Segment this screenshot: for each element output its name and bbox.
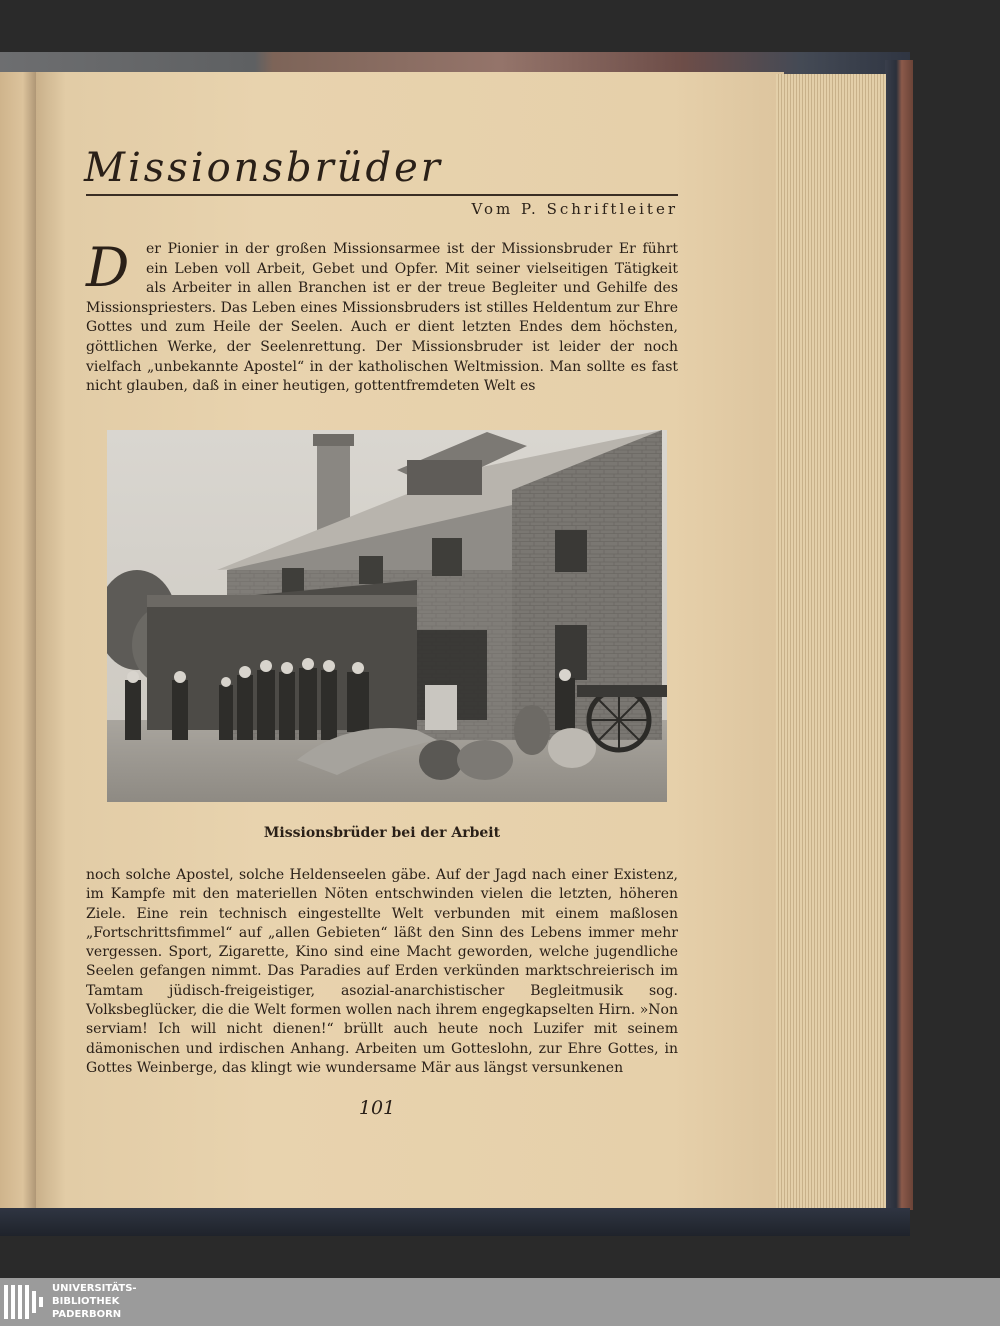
library-name xyxy=(52,1282,252,1321)
article-author: Vom P. Schriftleiter xyxy=(471,200,678,218)
intro-text: er Pionier in der großen Missionsarmee ist der Missionsbruder Er führt ein Leben voll Arbeit, Gebet und Opfer. Mit seiner vielseitigen Tätigkeit als Arbeiter in allen Branchen ist er der treue Begleiter und Gehilfe des Missionspriesters. Das Leben eines Missionsbruders ist stilles Heldentum zur Ehre Gottes und zum Heile der Seelen. Auch er dient letzten Endes dem höchsten, göttlichen Werke, der Seelenrettung. Der Missionsbruder ist leider der noch vielfach „unbekannte Apostel“ in der katholischen Weltmission. Man sollte es fast nicht glauben, daß in einer heutigen, gottentfremdeten Welt es xyxy=(86,241,678,395)
photo-caption: Missionsbrüder bei der Arbeit xyxy=(263,825,501,841)
page-edges xyxy=(776,74,886,1210)
book-cover-bottom-edge xyxy=(0,1208,910,1236)
article-title-text: Missionsbrüder xyxy=(84,145,443,191)
facing-page-sliver xyxy=(0,72,38,1212)
library-name-line-3: PADERBORN xyxy=(52,1309,122,1320)
university-library-logo-icon xyxy=(4,1283,44,1319)
body-paragraph: noch solche Apostel, solche Heldenseelen gäbe. Auf der Jagd nach einer Existenz, im Kampfe mit den materiellen Nöten entschwinden vielen die letzten, höheren Ziele. Eine rein technisch eingestellte Welt verbunden mit einem maßlosen „Fortschrittsfimmel“ auf „allen Gebieten“ läßt den Sinn des Lebens immer mehr vergessen. Sport, Zigarette, Kino sind eine Macht geworden, welche jugendliche Seelen gefangen nimmt. Das Paradies auf Erden verkünden marktschreierisch im Tamtam jüdisch-freigeistiger, asozial-anarchistischer Begleitmusik sog. Volksbeglücker, die die Welt formen wollen nach ihrem engegkapselten Hirn. »Non serviam! Ich will nicht dienen!“ brüllt auch heute noch Luzifer mit seinem dämonischen und irdischen Anhang. Arbeiten um Gotteslohn, zur Ehre Gottes, in Gottes Weinberge, das klingt wie wundersame Mär aus längst versunkenen xyxy=(86,867,678,1076)
photo-missionary-building xyxy=(107,430,667,802)
library-name-line-1: UNIVERSITÄTS- xyxy=(52,1283,137,1294)
library-name-line-2: BIBLIOTHEK xyxy=(52,1296,120,1307)
page-number: 101 xyxy=(358,1097,396,1119)
drop-cap: D xyxy=(86,236,130,299)
title-rule xyxy=(86,194,678,196)
intro-paragraph xyxy=(86,236,678,397)
book-cover-right-edge xyxy=(885,60,913,1210)
photo-illustration xyxy=(107,430,667,802)
article-title xyxy=(84,140,684,196)
library-footer-bar xyxy=(0,1278,1000,1326)
